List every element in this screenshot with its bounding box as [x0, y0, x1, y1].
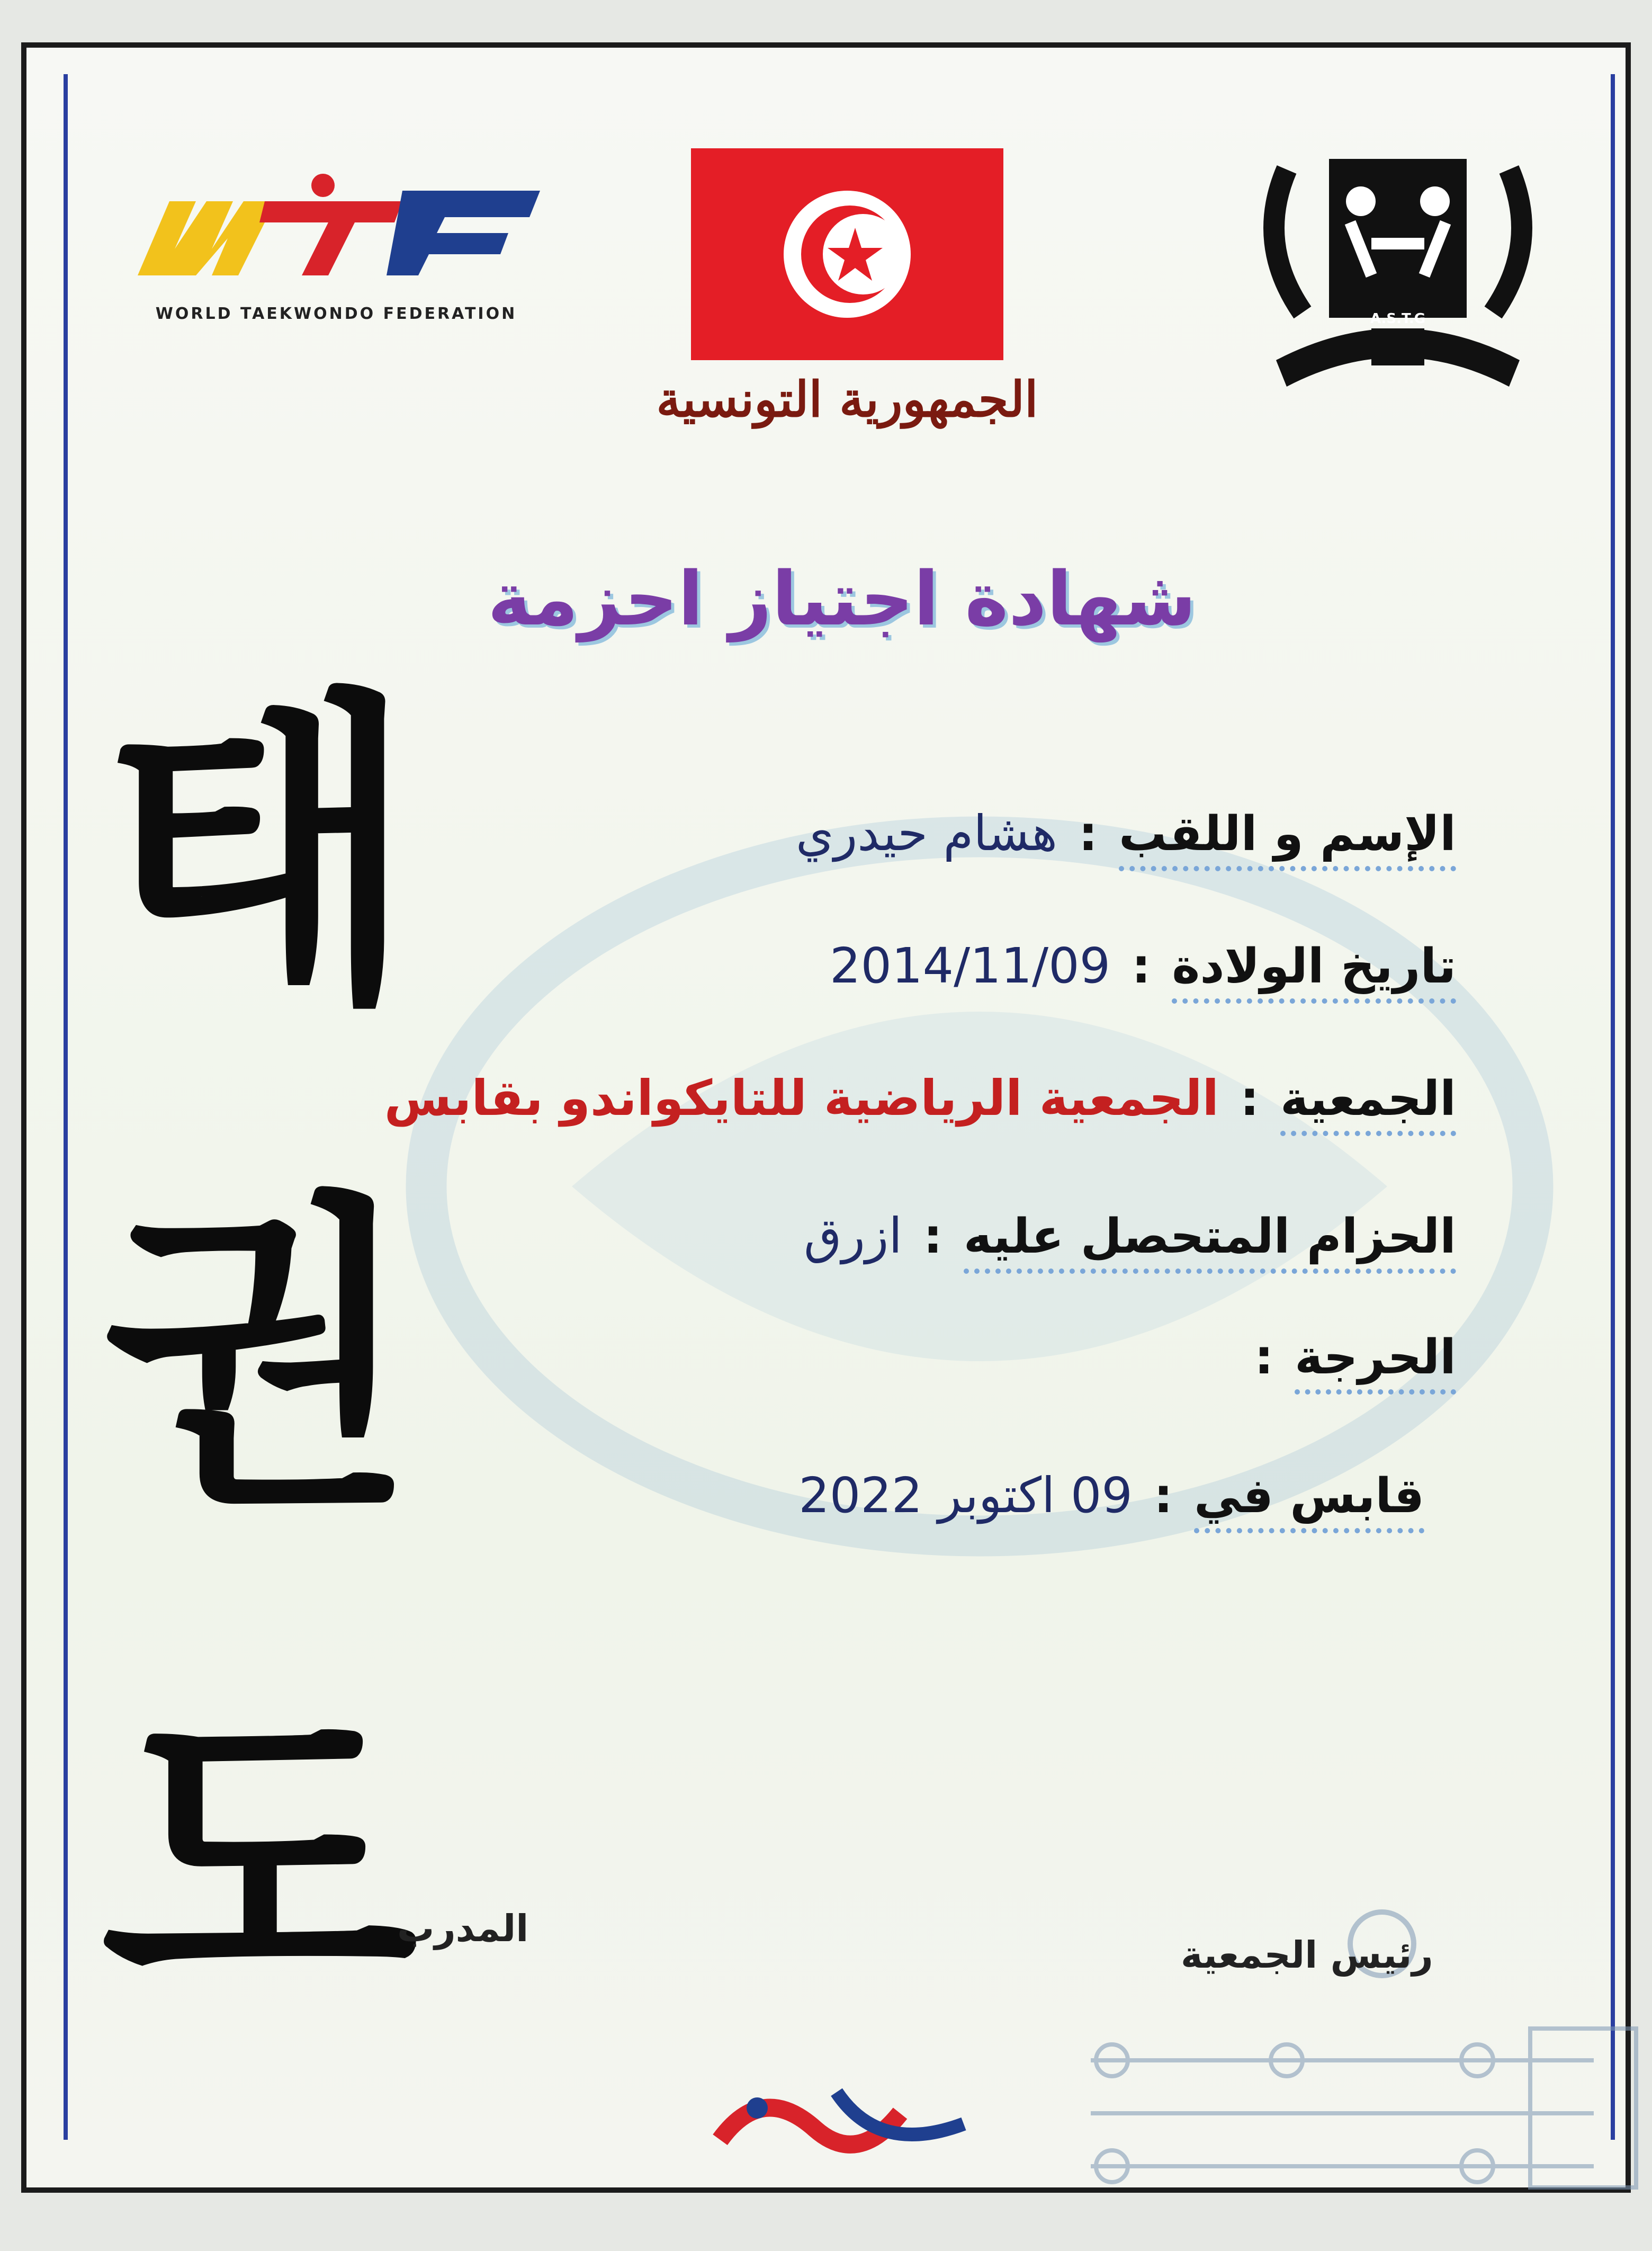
hangul-char-tae: 태 [101, 664, 418, 1046]
coach-signature-label: المدرب [397, 1907, 529, 1950]
field-place-date-label: قابس في [1194, 1468, 1424, 1533]
taekwondo-hangul [101, 604, 418, 2113]
club-stamp-icon [1064, 1838, 1647, 2251]
field-club [384, 1070, 1456, 1136]
field-place-date [798, 1467, 1424, 1533]
wtf-logo [106, 169, 567, 339]
certificate-sheet [21, 42, 1631, 2193]
field-birthdate-label: تاريخ الولادة [1172, 939, 1456, 1004]
field-birthdate [830, 937, 1456, 1004]
club-emblem-caption: A.S.T.G [1370, 311, 1426, 327]
tunisia-flag-icon [691, 148, 1003, 360]
hangul-char-do: 도 [101, 1671, 418, 2052]
field-grade-label: الحرجة [1295, 1329, 1456, 1395]
wtf-logo-icon [106, 169, 567, 297]
field-grade [1233, 1329, 1456, 1395]
field-place-date-value: 09 اكتوبر 2022 [798, 1467, 1133, 1524]
field-birthdate-value: 2014/11/09 [829, 937, 1111, 994]
field-colon: : [1240, 1071, 1260, 1127]
field-colon: : [1153, 1468, 1173, 1524]
field-name [796, 805, 1456, 871]
field-name-label: الإسم و اللقب [1119, 806, 1456, 871]
field-belt-value: ازرق [804, 1208, 902, 1264]
field-colon: : [1079, 806, 1098, 862]
certificate-title: شهادة اجتياز احزمة [487, 556, 1197, 642]
wtf-caption: WORLD TAEKWONDO FEDERATION [155, 305, 517, 323]
field-club-label: الجمعية [1280, 1071, 1456, 1136]
field-colon: : [1254, 1329, 1274, 1385]
republic-text: الجمهورية التونسية [656, 371, 1038, 428]
bottom-logo-icon [699, 2050, 995, 2187]
club-emblem-icon [1213, 138, 1583, 413]
field-colon: : [923, 1209, 942, 1264]
field-belt-label: الحزام المتحصل عليه [964, 1209, 1456, 1274]
field-club-value: الجمعية الرياضية للتايكواندو بقابس [384, 1070, 1219, 1127]
president-signature-label: رئيس الجمعية [1181, 1933, 1433, 1977]
field-name-value: هشام حيدري [795, 805, 1057, 862]
field-belt [804, 1208, 1456, 1274]
field-colon: : [1132, 939, 1151, 994]
hangul-char-kwon: 권 [101, 1167, 418, 1549]
